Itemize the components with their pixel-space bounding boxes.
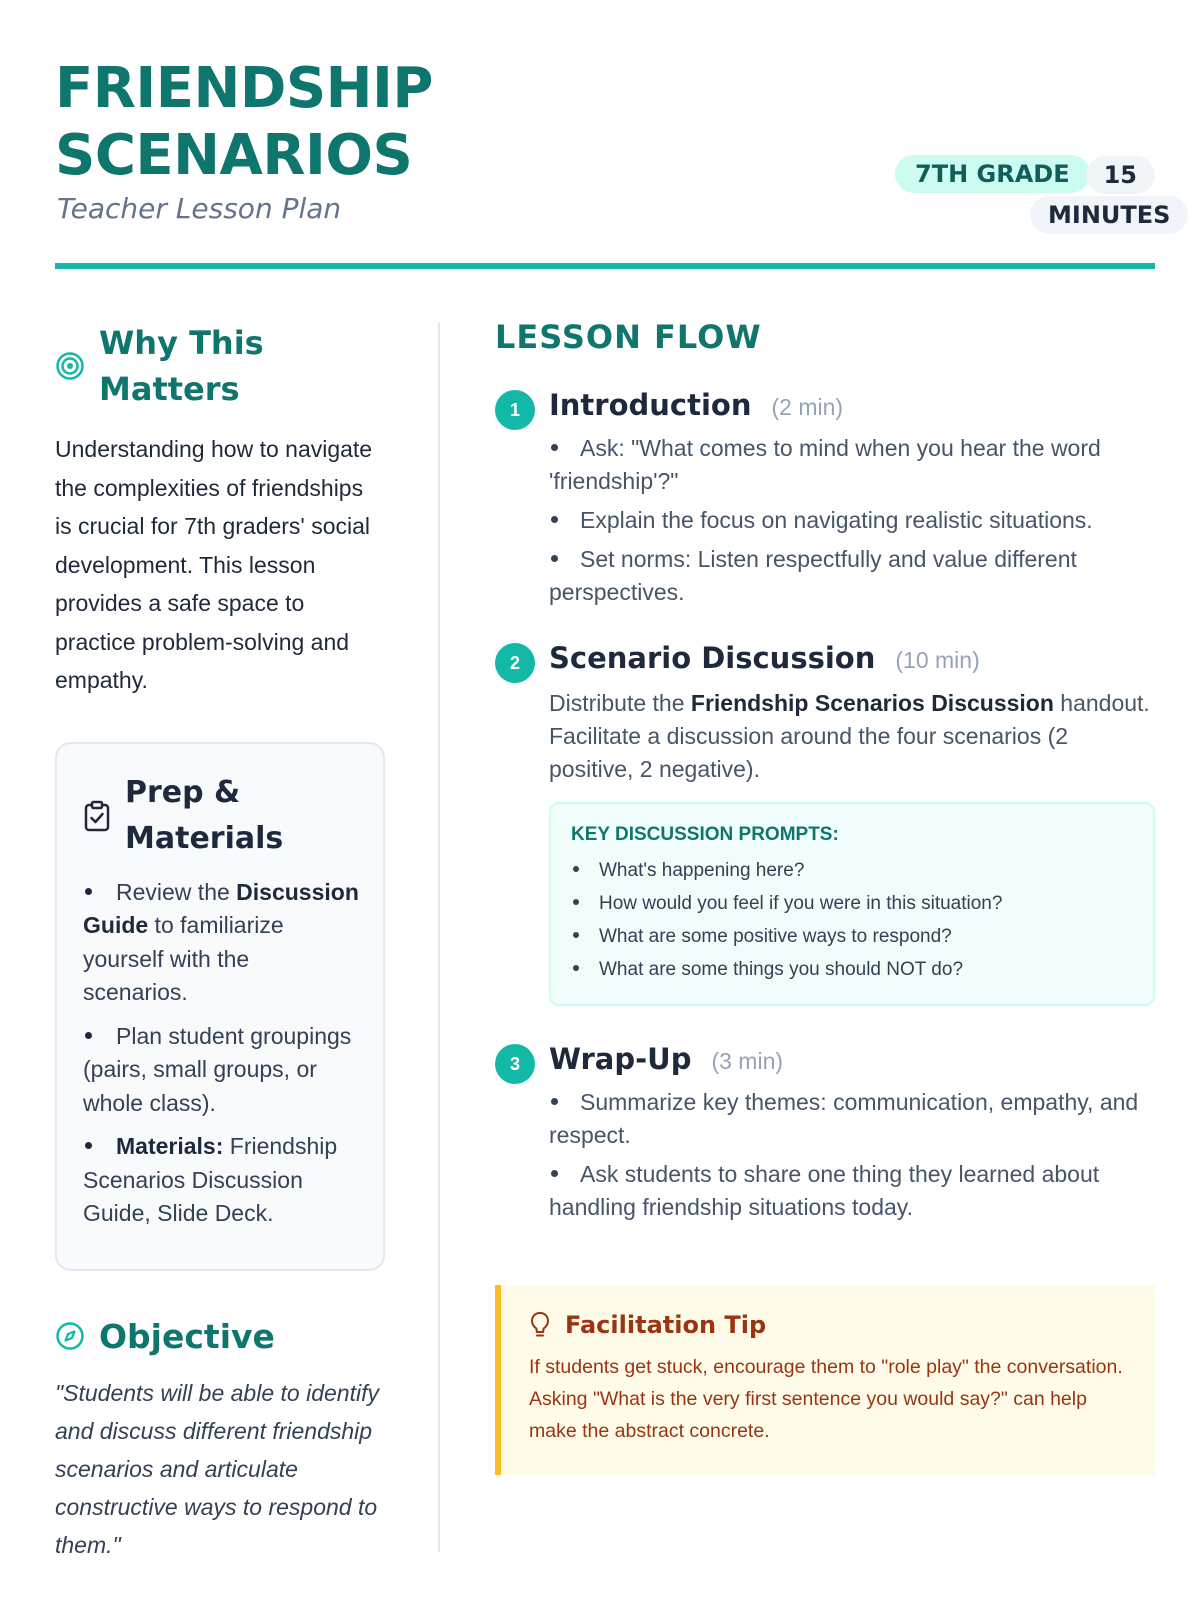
why-title: Why This Matters [99,324,264,408]
step-introduction [495,388,1155,609]
clipboard-check-icon [83,800,111,832]
list-item: What's happening here? [571,854,1133,887]
lightbulb-icon [529,1311,551,1339]
header-rule [55,263,1155,269]
list-item: What are some things you should NOT do? [571,953,1133,986]
title-line-2: SCENARIOS [55,123,413,188]
lesson-flow-title: LESSON FLOW [495,318,762,356]
tip-header [529,1311,1125,1339]
list-item: Ask students to share one thing they learned about handling friendship situations today. [549,1161,1100,1220]
sidebar-column [55,320,385,1564]
step-number-badge: 2 [495,643,535,683]
list-item: Summarize key themes: communication, empathy, and respect. [549,1089,1139,1148]
prompts-heading: KEY DISCUSSION PROMPTS: [571,824,839,845]
step-duration: (2 min) [771,394,844,420]
duration-badge [1030,155,1171,235]
why-body: Understanding how to navigate the complexities of friendships is crucial for 7th graders' social development. This lesson provides a safe space to practice problem-solving and empathy. [55,436,373,693]
objective-body: "Students will be able to identify and discuss different friendship scenarios and articulate constructive ways to respond to them." [55,1379,379,1558]
compass-icon [55,1321,85,1351]
list-item: Ask: "What comes to mind when you hear the word 'friendship'?" [549,435,1101,494]
step-title: Scenario Discussion [549,641,876,675]
step-description: Distribute the Friendship Scenarios Discussion handout. Facilitate a discussion around the four scenarios (2 positive, 2 negative). [549,690,1150,782]
step-number-badge: 1 [495,390,535,430]
prep-header [83,770,359,862]
prep-list [83,876,359,1231]
badge-group [895,155,1171,235]
prep-item: Review the Discussion Guide to familiarize yourself with the scenarios. [83,878,359,1005]
page-title [55,55,655,189]
step-number-badge: 3 [495,1044,535,1084]
grade-badge: 7TH GRADE [895,155,1090,193]
title-line-1: FRIENDSHIP [55,56,433,121]
tip-body: If students get stuck, encourage them to "role play" the conversation. Asking "What is the very first sentence you would say?" can help make the abstract concrete. [529,1356,1123,1442]
prep-title: Prep & Materials [125,774,284,856]
lesson-plan-page [55,0,1171,1600]
list-item: Set norms: Listen respectfully and value different perspectives. [549,546,1077,605]
why-header [55,320,385,412]
target-icon [55,351,85,381]
list-item: What are some positive ways to respond? [571,920,1133,953]
prep-card [55,742,385,1271]
list-item: How would you feel if you were in this situation? [571,887,1133,920]
step-bullets [549,1086,1155,1224]
step-wrap-up [495,1042,1155,1224]
facilitation-tip-callout [495,1285,1155,1475]
step-title: Introduction [549,388,752,422]
step-bullets [549,432,1155,609]
list-item: Explain the focus on navigating realistic situations. [549,504,1155,537]
objective-header [55,1317,385,1356]
prep-item: Plan student groupings (pairs, small groups, or whole class). [83,1022,352,1116]
prep-item: Materials: Friendship Scenarios Discussion Guide, Slide Deck. [83,1133,338,1226]
duration-badge-label: 15 MINUTES [1030,156,1188,234]
lesson-flow-column [495,318,1155,1442]
column-divider [438,322,440,1552]
step-scenario-discussion [495,641,1155,1006]
step-duration: (3 min) [711,1048,784,1074]
page-subtitle: Teacher Lesson Plan [57,192,342,225]
discussion-prompts-box [549,802,1155,1006]
step-title: Wrap-Up [549,1042,692,1076]
prompts-list [571,854,1133,986]
objective-title: Objective [99,1316,275,1356]
header [55,55,1171,265]
tip-title: Facilitation Tip [565,1311,767,1339]
step-duration: (10 min) [895,647,980,673]
